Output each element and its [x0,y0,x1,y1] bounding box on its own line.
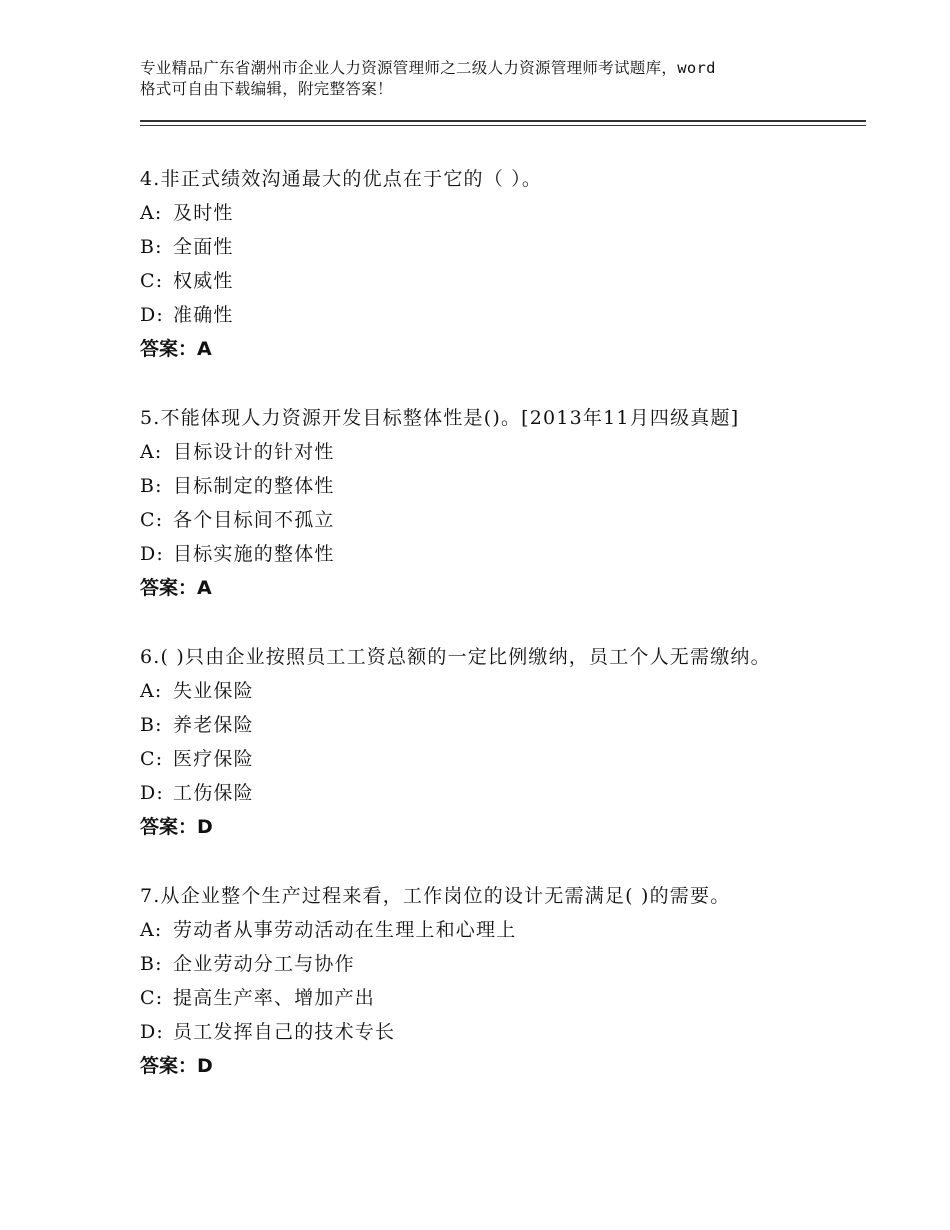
option-text: 劳动者从事劳动活动在生理上和心理上 [173,919,517,941]
option-key: D: [140,782,165,804]
question-stem: 7.从企业整个生产过程来看，工作岗位的设计无需满足( )的需要。 [140,885,731,907]
option-text: 目标设计的针对性 [173,441,335,463]
option-key: A: [140,441,163,463]
option-key: B: [140,475,163,497]
header-title-line-2: 格式可自由下载编辑，附完整答案！ [140,80,393,98]
option-b [140,230,840,264]
header-divider-thin [140,125,866,126]
option-c [140,981,840,1015]
option-text: 权威性 [173,270,234,292]
option-text: 目标制定的整体性 [173,475,335,497]
option-b [140,947,840,981]
option-a [140,196,840,230]
header-title-line-1: 专业精品广东省潮州市企业人力资源管理师之二级人力资源管理师考试题库，word [140,59,716,77]
option-d [140,537,840,571]
option-text: 养老保险 [173,714,254,736]
option-key: A: [140,919,163,941]
header-divider-thick [140,120,866,122]
option-text: 失业保险 [173,680,254,702]
answer-line: 答案：A [140,577,212,599]
option-text: 员工发挥自己的技术专长 [173,1021,396,1043]
option-key: C: [140,270,164,292]
question-7 [140,879,840,1083]
option-d [140,298,840,332]
option-text: 目标实施的整体性 [173,543,335,565]
option-key: C: [140,748,164,770]
option-text: 医疗保险 [173,748,254,770]
option-a [140,674,840,708]
option-d [140,776,840,810]
option-key: C: [140,987,164,1009]
answer-line: 答案：D [140,816,213,838]
option-d [140,1015,840,1049]
option-key: B: [140,953,163,975]
option-b [140,708,840,742]
option-key: A: [140,680,163,702]
document-header [140,58,830,100]
option-key: C: [140,509,164,531]
option-c [140,264,840,298]
option-key: D: [140,543,165,565]
option-text: 企业劳动分工与协作 [173,953,355,975]
question-stem: 5.不能体现人力资源开发目标整体性是()。[2013年11月四级真题] [140,407,740,429]
option-key: D: [140,1021,165,1043]
option-c [140,742,840,776]
option-text: 全面性 [173,236,234,258]
option-text: 工伤保险 [173,782,254,804]
question-5 [140,401,840,605]
option-text: 准确性 [173,304,234,326]
option-a [140,913,840,947]
answer-line: 答案：D [140,1055,213,1077]
option-a [140,435,840,469]
option-text: 及时性 [173,202,234,224]
question-stem: 6.( )只由企业按照员工工资总额的一定比例缴纳，员工个人无需缴纳。 [140,646,771,668]
question-list [140,162,840,1118]
option-c [140,503,840,537]
question-4 [140,162,840,366]
answer-line: 答案：A [140,338,212,360]
option-key: B: [140,236,163,258]
option-key: D: [140,304,165,326]
question-6 [140,640,840,844]
option-text: 提高生产率、增加产出 [173,987,376,1009]
option-text: 各个目标间不孤立 [173,509,335,531]
option-key: A: [140,202,163,224]
question-stem: 4.非正式绩效沟通最大的优点在于它的（ ）。 [140,168,543,190]
option-b [140,469,840,503]
option-key: B: [140,714,163,736]
